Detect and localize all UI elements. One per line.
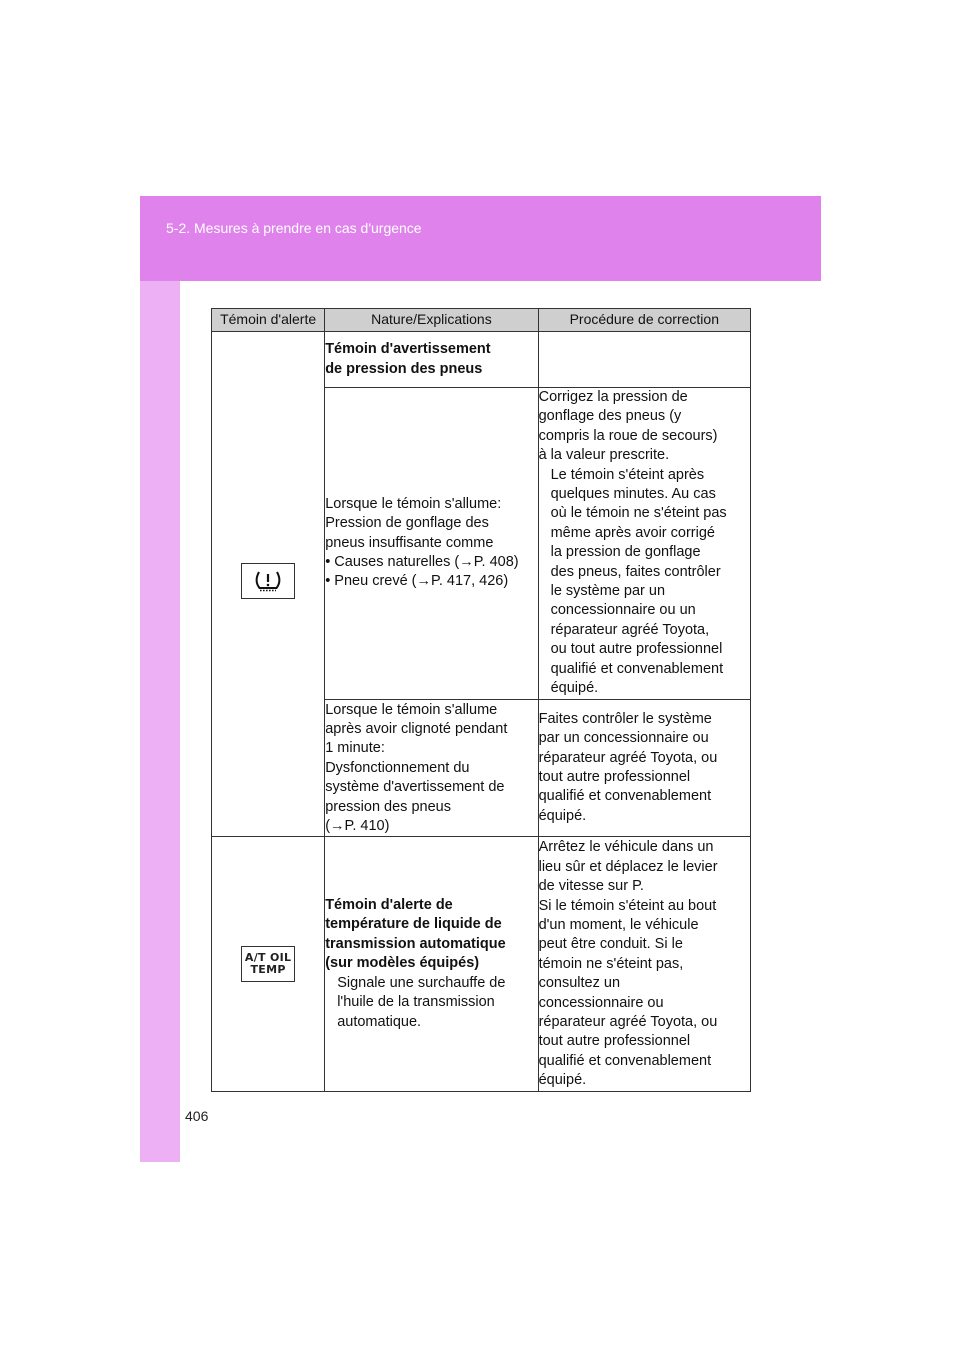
tire-pressure-case1: Lorsque le témoin s'allume: Pression de gonflage des pneus insuffisante comme • Causes naturelles (→P. 408) • Pneu crevé (→P. 417, 426) (325, 388, 538, 700)
at-oil-correction: Arrêtez le véhicule dans un lieu sûr et déplacez le levier de vitesse sur P. Si le témoin s'éteint au bout d'un moment, le véhicule peut être conduit. Si le témoin ne s'éteint pas, consultez un concessionnaire ou réparateur agréé Toyota, ou tout autre professionnel qualifié et convenablement équipé. (538, 837, 750, 1091)
warning-light-table (211, 308, 751, 1092)
tire-pressure-case2: Lorsque le témoin s'allume après avoir clignoté pendant 1 minute: Dysfonctionnement du système d'avertissement de pression des pneus (→P. 410) (325, 699, 538, 837)
header-warning-light: Témoin d'alerte (212, 309, 325, 332)
header-explanations: Nature/Explications (325, 309, 538, 332)
tire-pressure-title: Témoin d'avertissement de pression des pneus (325, 332, 538, 388)
header-correction: Procédure de correction (538, 309, 750, 332)
tire-pressure-case2-correction: Faites contrôler le système par un concessionnaire ou réparateur agréé Toyota, ou tout autre professionnel qualifié et convenablement équipé. (538, 699, 750, 837)
table-header-row (212, 309, 751, 332)
tire-pressure-warning-icon (241, 563, 295, 599)
table-row (212, 332, 751, 388)
correction-note: Le témoin s'éteint après quelques minutes. Au cas où le témoin ne s'éteint pas même après avoir corrigé la pression de gonflage des pneus, faites contrôler le système par un concessionnaire ou un réparateur agréé Toyota, ou tout autre professionnel qualifié et convenablement équipé. (550, 466, 727, 697)
tire-pressure-case1-correction: Corrigez la pression de gonflage des pneus (y compris la roue de secours) à la valeur prescrite. Le témoin s'éteint après quelques minutes. Au cas où le témoin ne s'éteint pas même après avoir corrigé la pression de gonflage des pneus, faites contrôler le système par un concessionnaire ou un réparateur agréé Toyota, ou tout autre professionnel qualifié et convenablement équipé. (538, 388, 750, 700)
at-oil-icon-cell (212, 837, 325, 1091)
section-title: 5-2. Mesures à prendre en cas d'urgence (166, 220, 422, 236)
page-number: 406 (185, 1108, 209, 1124)
at-oil-explanation: Témoin d'alerte de température de liquide de transmission automatique (sur modèles équipés) Signale une surchauffe de l'huile de la transmission automatique. (325, 837, 538, 1091)
at-oil-temp-icon: A/T OIL TEMP (241, 946, 295, 982)
table-row (212, 837, 751, 1091)
empty-cell (538, 332, 750, 388)
side-tab (140, 196, 180, 1162)
section-header-band (140, 196, 821, 281)
tire-pressure-icon-cell (212, 332, 325, 837)
